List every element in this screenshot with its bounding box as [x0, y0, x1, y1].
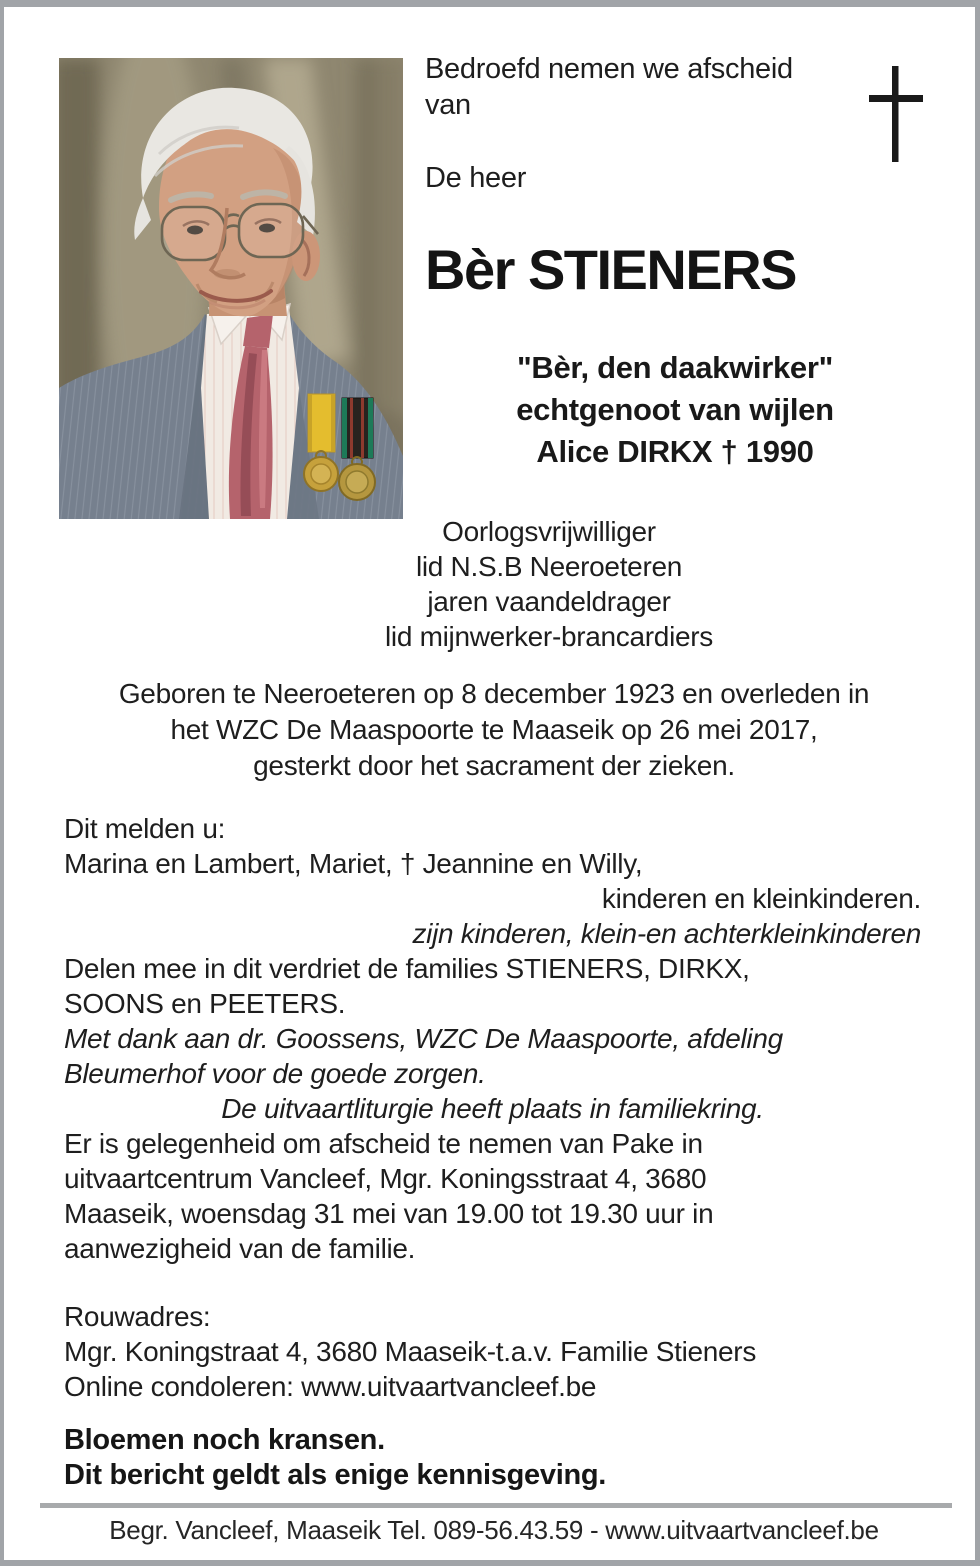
- mourning-address-block: [64, 1299, 921, 1404]
- notice-block: [64, 1423, 921, 1493]
- families-line: Delen mee in dit verdriet de families STIENERS, DIRKX,: [64, 953, 750, 984]
- notice-line: Bloemen noch kransen.: [64, 1424, 385, 1456]
- titles-block: [124, 514, 974, 654]
- condolence-line: Online condoleren: www.uitvaartvancleef.be: [64, 1371, 597, 1402]
- portrait-photo: [59, 58, 403, 519]
- children-line: kinderen en kleinkinderen.: [601, 883, 921, 914]
- epithet-block: [425, 347, 925, 473]
- title-line: jaren vaandeldrager: [427, 586, 671, 617]
- undertaker-footer: Begr. Vancleef, Maaseik Tel. 089-56.43.59 - www.uitvaartvancleef.be: [109, 1515, 879, 1545]
- epithet-line: echtgenoot van wijlen: [516, 392, 834, 427]
- title-line: Oorlogsvrijwilliger: [442, 516, 656, 547]
- farewell-line: uitvaartcentrum Vancleef, Mgr. Koningsstraat 4, 3680: [64, 1163, 707, 1194]
- title-line: lid N.S.B Neeroeteren: [415, 551, 683, 582]
- life-dates-block: [29, 676, 959, 784]
- epithet-line: Alice DIRKX † 1990: [536, 434, 814, 469]
- announcement-block: [64, 811, 921, 1266]
- announcement-intro: Dit melden u:: [64, 813, 226, 844]
- farewell-line: Er is gelegenheid om afscheid te nemen van Pake in: [64, 1128, 703, 1159]
- portrait-illustration: [59, 58, 403, 519]
- deceased-name: Bèr STIENERS: [425, 238, 796, 301]
- grandchildren-line: zijn kinderen, klein-en achterkleinkinderen: [412, 918, 921, 949]
- farewell-line: Maaseik, woensdag 31 mei van 19.00 tot 19.30 uur in: [64, 1198, 714, 1229]
- thanks-line: Met dank aan dr. Goossens, WZC De Maaspoorte, afdeling: [64, 1023, 783, 1054]
- intro-line: Bedroefd nemen we afscheid: [425, 53, 793, 85]
- thanks-line: Bleumerhof voor de goede zorgen.: [64, 1058, 486, 1089]
- mourning-address-label: Rouwadres:: [64, 1301, 211, 1332]
- intro-text: [425, 51, 925, 123]
- family-line: Marina en Lambert, Mariet, † Jeannine en Willy,: [64, 848, 643, 879]
- farewell-line: aanwezigheid van de familie.: [64, 1233, 416, 1264]
- epithet-line: "Bèr, den daakwirker": [516, 350, 834, 385]
- footer-divider: [40, 1503, 952, 1508]
- liturgy-line: De uitvaartliturgie heeft plaats in familiekring.: [221, 1093, 764, 1124]
- title-line: lid mijnwerker-brancardiers: [385, 621, 713, 652]
- mourning-address-line: Mgr. Koningstraat 4, 3680 Maaseik-t.a.v. Familie Stieners: [64, 1336, 757, 1367]
- intro-line: van: [425, 89, 471, 121]
- salutation: De heer: [425, 162, 527, 194]
- notice-line: Dit bericht geldt als enige kennisgeving.: [64, 1459, 607, 1491]
- life-dates-line: het WZC De Maaspoorte te Maaseik op 26 mei 2017,: [170, 714, 818, 745]
- families-line: SOONS en PEETERS.: [64, 988, 346, 1019]
- life-dates-line: Geboren te Neeroeteren op 8 december 1923 en overleden in: [118, 678, 870, 709]
- life-dates-line: gesterkt door het sacrament der zieken.: [253, 750, 735, 781]
